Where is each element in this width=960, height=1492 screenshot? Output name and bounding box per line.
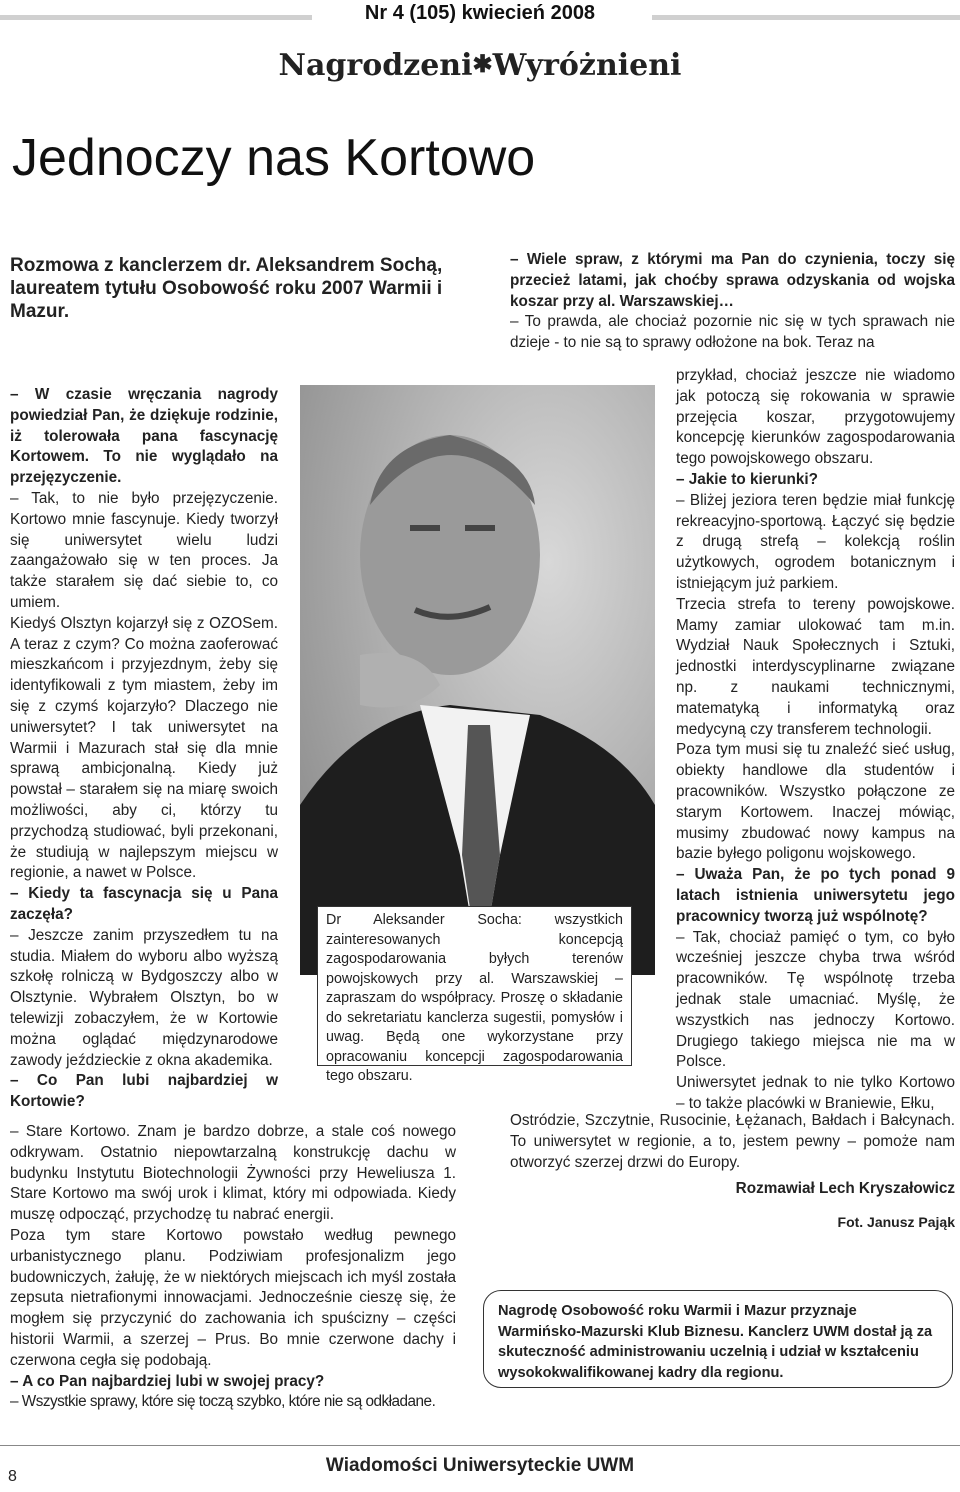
issue-header bbox=[0, 2, 960, 28]
answer: – Jeszcze zanim przyszedłem tu na studia. Miałem do wyboru albo wyższą szkołę rolniczą w Bydgoszczy albo w Olsztynie. Wybrałem Olsztyn, bo w telewizji zobaczyłem, że w Kortowie można oglądać międzynarodowe zawody jeździeckie z okna akademika. bbox=[10, 926, 278, 1069]
asterisk-icon: ✱ bbox=[472, 49, 493, 78]
answer: – To prawda, ale chociaż pozornie nic się w tych sprawach nie dzieje - to nie są to sprawy odłożone na bok. Teraz na bbox=[510, 313, 955, 352]
right-column bbox=[676, 366, 955, 1115]
question: – Uważa Pan, że po tych ponad 9 latach istnienia uniwersytetu jego pracownicy tworzą już wspólnotę? bbox=[676, 866, 955, 925]
question: – Jakie to kierunki? bbox=[676, 470, 818, 488]
question: – Kiedy ta fascynacja się u Pana zaczęła? bbox=[10, 885, 278, 923]
portrait-photo bbox=[300, 385, 655, 975]
footer-rule bbox=[0, 1445, 960, 1446]
answer: Uniwersytet jednak to nie tylko Kortowo – to także placówki w Braniewie, Ełku, bbox=[676, 1074, 955, 1112]
section-left: Nagrodzeni bbox=[278, 48, 473, 83]
right-bottom-column bbox=[510, 1111, 955, 1233]
question: – Wiele spraw, z którymi ma Pan do czynienia, toczy się przecież latami, jak choćby sprawa odzyskania od wojska koszar przy al. Warszawskiej… bbox=[510, 251, 955, 310]
bottom-column bbox=[10, 1122, 456, 1413]
answer: Poza tym stare Kortowo powstało według pewnego urbanistycznego planu. Podziwiam profesjonalizm jego budowniczych, żałuję, że w niektórych miejscach ich myśl została zepsuta nietrafionymi innowacjami. Jednocześnie cieszę się, że mogłem się przyczynić do zachowania ich spuścizny – części historii Warmii, a szerzej – Prus. Bo mnie czerwone dachy i czerwona cegła się podobają. bbox=[10, 1226, 456, 1369]
left-column bbox=[10, 385, 278, 1113]
answer: – Bliżej jeziora teren będzie miał funkcję rekreacyjno-sportową. Łączyć się będzie z drugą strefą – kolekcją roślin użytkowych, ogrodem botanicznym i istniejącym już parkiem. bbox=[676, 491, 955, 592]
question: – A co Pan najbardziej lubi w swojej pracy? bbox=[10, 1372, 325, 1390]
right-top-column bbox=[510, 250, 955, 354]
award-note: Nagrodę Osobowość roku Warmii i Mazur przyznaje Warmińsko-Mazurski Klub Biznesu. Kanclerz UWM dostał ją za skuteczność administrowaniu uczelnią i udział w kształceniu wysokokwalifikowanej kadry dla regionu. bbox=[483, 1290, 953, 1388]
photo-credit: Fot. Janusz Pająk bbox=[837, 1214, 955, 1231]
interviewer-credit: Rozmawiał Lech Kryszałowicz bbox=[735, 1180, 955, 1198]
answer: – Stare Kortowo. Znam je bardzo dobrze, a stale coś nowego odkrywam. Ostatnio niepowtarzalną konstrukcję dachu w budynku Instytutu Biotechnologii Żywności przy Heweliusza 1. Stare Kortowo ma swój urok i klimat, który mi odpowiada. Kiedy muszę odpocząć, przychodzę tu nabrać energii. bbox=[10, 1123, 456, 1224]
answer: przykład, chociaż jeszcze nie wiadomo jak potoczą się rokowania w sprawie przejęcia koszar, przygotowujemy koncepcję kierunków zagospodarowania tego powojskowego obszaru. bbox=[676, 367, 955, 468]
answer: Ostródzie, Szczytnie, Rusocinie, Łężanach, Bałdach i Bałcynach. To uniwersytet w regionie, a to, jestem pewny – pomoże nam otworzyć szerzej drzwi do Europy. bbox=[510, 1112, 955, 1171]
answer: Poza tym musi się tu znaleźć sieć usług, obiekty handlowe dla studentów i pracowników. Wszystko połączone ze starym Kortowem. Inaczej mówiąc, musimy zbudować nowy kampus na bazie byłego poligonu wojskowego. bbox=[676, 741, 955, 863]
header-rule-left bbox=[0, 15, 312, 20]
portrait-illustration bbox=[300, 385, 655, 975]
answer: – Tak, chociaż pamięć o tym, co było wcześniej jeszcze chyba trwa wśród pracowników. Tę wspólnotę trzeba jednak stale umacniać. Myślę, że wszystkich nas jednoczy Kortowo. Drugiego takiego miejsca nie ma w Polsce. bbox=[676, 928, 955, 1071]
header-rule-right bbox=[652, 15, 960, 20]
question: – Co Pan lubi najbardziej w Kortowie? bbox=[10, 1072, 278, 1111]
question: – W czasie wręczania nagrody powiedział Pan, że dziękuje rodzinie, iż tolerowała pana fascynację Kortowem. To nie wyglądało na przejęzyczenie. bbox=[10, 386, 278, 487]
answer: – Wszystkie sprawy, które się toczą szybko, które nie są odkładane. bbox=[10, 1393, 436, 1411]
section-right: Wyróżnieni bbox=[492, 48, 682, 83]
page-title: Jednoczy nas Kortowo bbox=[12, 129, 536, 187]
photo-caption: Dr Aleksander Socha: wszystkich zainteresowanych koncepcją zagospodarowania byłych terenów powojskowych przy al. Warszawskiej – zapraszam do współpracy. Proszę o składanie do sekretariatu kanclerza sugestii, pomysłów i uwag. Będą one wykorzystane przy opracowaniu koncepcji zagospodarowania tego obszaru. bbox=[317, 906, 632, 1066]
issue-label: Nr 4 (105) kwiecień 2008 bbox=[364, 2, 596, 24]
page-number: 8 bbox=[8, 1468, 17, 1485]
section-title bbox=[0, 48, 960, 83]
answer: Kiedyś Olsztyn kojarzył się z OZOSem. A teraz z czym? Co można zaoferować mieszkańcom i przyjezdnym, żeby się identyfikowali z tym miastem, żeby im się z czymś kojarzyło? Dlaczego nie uniwersytet? I tak uniwersytet na Warmii i Mazurach stał się dla mnie sprawą ambicjonalną. Kiedy już powstał – starałem się na miarę swoich możliwości, aby ci, którzy tu przychodzą studiować, byli przekonani, że studiują w najlepszym miejscu w regionie, a nawet w Polsce. bbox=[10, 614, 278, 882]
intro-lead: Rozmowa z kanclerzem dr. Aleksandrem Sochą, laureatem tytułu Osobowość roku 2007 Warmii i Mazur. bbox=[10, 255, 443, 322]
publication-title: Wiadomości Uniwersyteckie UWM bbox=[325, 1455, 635, 1476]
answer: – Tak, to nie było przejęzyczenie. Kortowo mnie fascynuje. Kiedy tworzył się uniwersytet wielu ludzi zaangażowało się w ten proces. Ja także starałem się dać siebie to, co umiem. bbox=[10, 489, 278, 611]
answer: Trzecia strefa to tereny powojskowe. Mamy zamiar ulokować tam m.in. Wydział Nauk Społecznych i Sztuki, jednostki interdyscyplinarne związane np. z naukami technicznymi, matematyką i informatyką oraz medycyną czy transferem technologii. bbox=[676, 595, 955, 738]
